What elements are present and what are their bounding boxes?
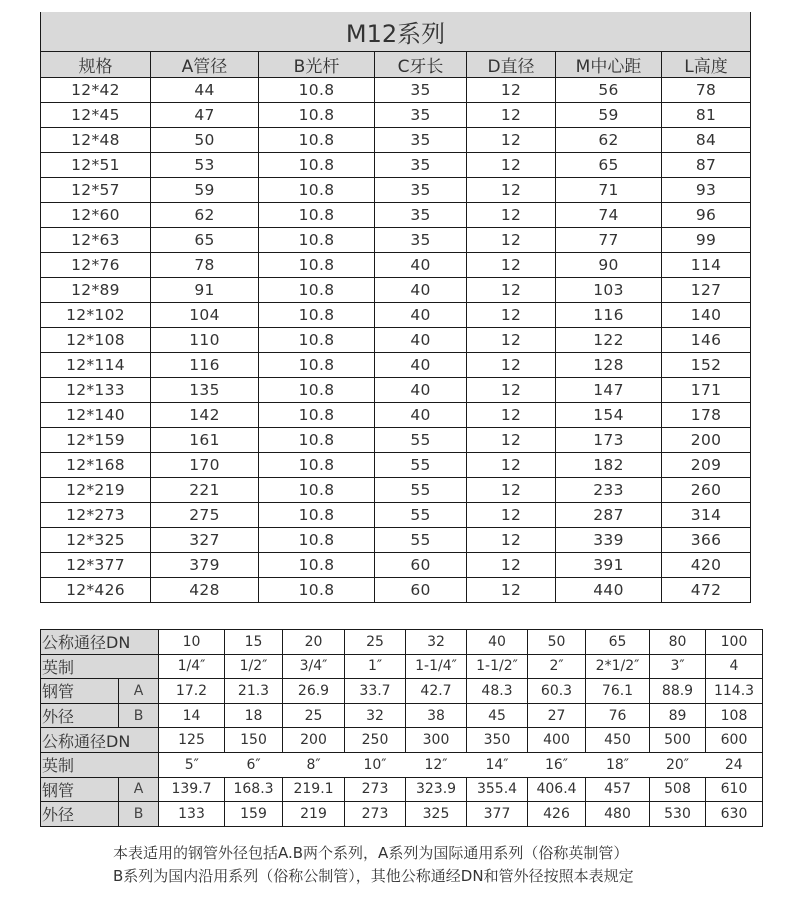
- table-cell: 42.7: [406, 679, 467, 704]
- table-cell: 178: [662, 403, 751, 428]
- table-cell: 12*133: [41, 378, 151, 403]
- table-cell: 40: [375, 303, 467, 328]
- table-cell: 12*219: [41, 478, 151, 503]
- table-cell: 12: [467, 153, 556, 178]
- table-cell: 103: [556, 278, 662, 303]
- table-cell: 406.4: [528, 777, 586, 802]
- table-cell: 18″: [586, 752, 650, 777]
- note-line-2: B系列为国内沿用系列（俗称公制管），其他公称通经DN和管外径按照本表规定: [113, 867, 634, 885]
- column-header: A管径: [151, 52, 259, 78]
- table-cell: 209: [662, 453, 751, 478]
- table-cell: 56: [556, 78, 662, 103]
- table-cell: 35: [375, 103, 467, 128]
- table-cell: 327: [151, 528, 259, 553]
- table-cell: 4: [706, 654, 763, 679]
- table-cell: 62: [151, 203, 259, 228]
- table-cell: 89: [650, 703, 706, 728]
- table-cell: 10.8: [259, 178, 375, 203]
- table-cell: 91: [151, 278, 259, 303]
- series-label: A: [119, 679, 159, 704]
- table-cell: 314: [662, 503, 751, 528]
- table-cell: 12: [467, 503, 556, 528]
- table-cell: 35: [375, 128, 467, 153]
- table-cell: 12: [467, 328, 556, 353]
- table-cell: 142: [151, 403, 259, 428]
- table-header-row: [41, 52, 751, 78]
- column-header: 规格: [41, 52, 151, 78]
- table-cell: 135: [151, 378, 259, 403]
- table-cell: 59: [556, 103, 662, 128]
- table-cell: 108: [706, 703, 763, 728]
- table-cell: 250: [345, 728, 406, 753]
- table-cell: 40: [375, 328, 467, 353]
- table-cell: 55: [375, 453, 467, 478]
- table-cell: 10.8: [259, 328, 375, 353]
- table-cell: 168.3: [225, 777, 283, 802]
- table-cell: 65: [586, 630, 650, 655]
- table-cell: 48.3: [467, 679, 528, 704]
- table-cell: 125: [159, 728, 225, 753]
- table-cell: 20: [283, 630, 345, 655]
- table-cell: 74: [556, 203, 662, 228]
- table-cell: 325: [406, 802, 467, 827]
- column-header: B光杆: [259, 52, 375, 78]
- table-row: [41, 353, 751, 378]
- table-cell: 100: [706, 630, 763, 655]
- table-row: [41, 378, 751, 403]
- table-cell: 40: [375, 378, 467, 403]
- table-cell: 391: [556, 553, 662, 578]
- table-cell: 10.8: [259, 278, 375, 303]
- table-cell: 55: [375, 528, 467, 553]
- table-cell: 35: [375, 78, 467, 103]
- table-cell: 400: [528, 728, 586, 753]
- table-cell: 5″: [159, 752, 225, 777]
- table-cell: 10.8: [259, 303, 375, 328]
- table-cell: 12: [467, 203, 556, 228]
- series-label: B: [119, 802, 159, 827]
- table-cell: 96: [662, 203, 751, 228]
- row-label: 钢管: [41, 777, 119, 802]
- table-cell: 71: [556, 178, 662, 203]
- table-cell: 127: [662, 278, 751, 303]
- table-cell: 65: [556, 153, 662, 178]
- table-cell: 12: [467, 453, 556, 478]
- table-cell: 76: [586, 703, 650, 728]
- table-cell: 10.8: [259, 478, 375, 503]
- table-cell: 12: [467, 578, 556, 603]
- table-cell: 12*377: [41, 553, 151, 578]
- table-row: [41, 103, 751, 128]
- table-cell: 10.8: [259, 353, 375, 378]
- table-cell: 45: [467, 703, 528, 728]
- table-cell: 273: [345, 777, 406, 802]
- imperial-row: [41, 752, 763, 777]
- table-cell: 366: [662, 528, 751, 553]
- table-cell: 2″: [528, 654, 586, 679]
- table-cell: 12: [467, 478, 556, 503]
- m12-series-table: [40, 12, 751, 603]
- table-cell: 32: [406, 630, 467, 655]
- table-cell: 2*1/2″: [586, 654, 650, 679]
- column-header: C牙长: [375, 52, 467, 78]
- table-cell: 221: [151, 478, 259, 503]
- table-cell: 35: [375, 178, 467, 203]
- series-a-row: [41, 679, 763, 704]
- table-cell: 350: [467, 728, 528, 753]
- table-cell: 15: [225, 630, 283, 655]
- table-cell: 60.3: [528, 679, 586, 704]
- table-cell: 12: [467, 553, 556, 578]
- table-cell: 146: [662, 328, 751, 353]
- table-row: [41, 303, 751, 328]
- column-header: D直径: [467, 52, 556, 78]
- table-cell: 40: [375, 403, 467, 428]
- table-cell: 78: [662, 78, 751, 103]
- table-cell: 3/4″: [283, 654, 345, 679]
- table-cell: 88.9: [650, 679, 706, 704]
- table-row: [41, 153, 751, 178]
- table-cell: 35: [375, 203, 467, 228]
- table-cell: 480: [586, 802, 650, 827]
- table-row: [41, 428, 751, 453]
- table-cell: 55: [375, 428, 467, 453]
- table-cell: 93: [662, 178, 751, 203]
- table-row: [41, 478, 751, 503]
- table-cell: 114: [662, 253, 751, 278]
- table-cell: 12*325: [41, 528, 151, 553]
- table-cell: 99: [662, 228, 751, 253]
- table-cell: 110: [151, 328, 259, 353]
- table-cell: 355.4: [467, 777, 528, 802]
- series-b-row: [41, 802, 763, 827]
- table-cell: 182: [556, 453, 662, 478]
- table-cell: 40: [467, 630, 528, 655]
- table-cell: 60: [375, 578, 467, 603]
- table-cell: 260: [662, 478, 751, 503]
- table-cell: 12: [467, 303, 556, 328]
- table-cell: 55: [375, 478, 467, 503]
- row-label: 外径: [41, 802, 119, 827]
- table-cell: 32: [345, 703, 406, 728]
- series-b-row: [41, 703, 763, 728]
- table-cell: 140: [662, 303, 751, 328]
- table-cell: 530: [650, 802, 706, 827]
- table-cell: 47: [151, 103, 259, 128]
- row-label: 钢管: [41, 679, 119, 704]
- table-cell: 12: [467, 378, 556, 403]
- column-header: M中心距: [556, 52, 662, 78]
- table-cell: 12*63: [41, 228, 151, 253]
- table-cell: 104: [151, 303, 259, 328]
- table-cell: 171: [662, 378, 751, 403]
- table-cell: 6″: [225, 752, 283, 777]
- table-cell: 159: [225, 802, 283, 827]
- table-cell: 273: [345, 802, 406, 827]
- table-body: [41, 78, 751, 603]
- note-line-1: 本表适用的钢管外径包括A.B两个系列，A系列为国际通用系列（俗称英制管）: [113, 844, 629, 862]
- table-cell: 10.8: [259, 78, 375, 103]
- table-cell: 610: [706, 777, 763, 802]
- dn-reference-table: [40, 629, 763, 827]
- table-cell: 24: [706, 752, 763, 777]
- table-cell: 16″: [528, 752, 586, 777]
- table-cell: 17.2: [159, 679, 225, 704]
- table-cell: 377: [467, 802, 528, 827]
- table-cell: 78: [151, 253, 259, 278]
- table-cell: 12: [467, 278, 556, 303]
- table-row: [41, 453, 751, 478]
- table-cell: 10.8: [259, 203, 375, 228]
- table-row: [41, 128, 751, 153]
- table-cell: 76.1: [586, 679, 650, 704]
- table-cell: 161: [151, 428, 259, 453]
- table-cell: 116: [151, 353, 259, 378]
- table-cell: 14″: [467, 752, 528, 777]
- table-cell: 12*159: [41, 428, 151, 453]
- table-cell: 53: [151, 153, 259, 178]
- table-cell: 440: [556, 578, 662, 603]
- table-row: [41, 403, 751, 428]
- table-cell: 114.3: [706, 679, 763, 704]
- table-cell: 10.8: [259, 528, 375, 553]
- column-header: L高度: [662, 52, 751, 78]
- table-cell: 14: [159, 703, 225, 728]
- table-cell: 10.8: [259, 253, 375, 278]
- table-cell: 10.8: [259, 503, 375, 528]
- table-cell: 12: [467, 128, 556, 153]
- table-cell: 12*108: [41, 328, 151, 353]
- table-cell: 426: [528, 802, 586, 827]
- table-cell: 35: [375, 153, 467, 178]
- table-cell: 59: [151, 178, 259, 203]
- table-cell: 147: [556, 378, 662, 403]
- table-row: [41, 253, 751, 278]
- table-title: M12系列: [41, 12, 751, 52]
- row-label: 公称通径DN: [41, 728, 159, 753]
- table-cell: 10.8: [259, 578, 375, 603]
- table-row: [41, 178, 751, 203]
- row-label: 公称通径DN: [41, 630, 159, 655]
- table-cell: 38: [406, 703, 467, 728]
- table-cell: 10: [159, 630, 225, 655]
- dn-row: [41, 630, 763, 655]
- dn-row: [41, 728, 763, 753]
- table-cell: 8″: [283, 752, 345, 777]
- table-cell: 10.8: [259, 228, 375, 253]
- table-cell: 1/4″: [159, 654, 225, 679]
- row-label: 英制: [41, 752, 159, 777]
- table-cell: 3″: [650, 654, 706, 679]
- table-cell: 12: [467, 353, 556, 378]
- table-cell: 12: [467, 78, 556, 103]
- table-row: [41, 278, 751, 303]
- table-cell: 12: [467, 228, 556, 253]
- table-cell: 1/2″: [225, 654, 283, 679]
- table-cell: 10.8: [259, 403, 375, 428]
- table-cell: 10.8: [259, 453, 375, 478]
- table-row: [41, 203, 751, 228]
- table-cell: 12*102: [41, 303, 151, 328]
- series-label: A: [119, 777, 159, 802]
- table-cell: 12*114: [41, 353, 151, 378]
- table-cell: 154: [556, 403, 662, 428]
- table-cell: 472: [662, 578, 751, 603]
- table-cell: 12: [467, 178, 556, 203]
- table-cell: 33.7: [345, 679, 406, 704]
- table-cell: 1-1/2″: [467, 654, 528, 679]
- table-cell: 12*51: [41, 153, 151, 178]
- table-cell: 20″: [650, 752, 706, 777]
- table-cell: 173: [556, 428, 662, 453]
- table-cell: 12*273: [41, 503, 151, 528]
- table-cell: 275: [151, 503, 259, 528]
- table-cell: 40: [375, 353, 467, 378]
- table-cell: 500: [650, 728, 706, 753]
- table-cell: 450: [586, 728, 650, 753]
- table-cell: 90: [556, 253, 662, 278]
- table-cell: 10.8: [259, 378, 375, 403]
- table-cell: 420: [662, 553, 751, 578]
- table-cell: 219.1: [283, 777, 345, 802]
- table-cell: 428: [151, 578, 259, 603]
- table-cell: 600: [706, 728, 763, 753]
- table-row: [41, 553, 751, 578]
- table-row: [41, 228, 751, 253]
- table-cell: 81: [662, 103, 751, 128]
- table-cell: 630: [706, 802, 763, 827]
- table-cell: 233: [556, 478, 662, 503]
- table-cell: 27: [528, 703, 586, 728]
- table-cell: 12: [467, 253, 556, 278]
- table-cell: 122: [556, 328, 662, 353]
- table-cell: 12: [467, 403, 556, 428]
- table-cell: 60: [375, 553, 467, 578]
- table-cell: 50: [151, 128, 259, 153]
- table-cell: 12*426: [41, 578, 151, 603]
- table-cell: 170: [151, 453, 259, 478]
- table-cell: 65: [151, 228, 259, 253]
- table-cell: 10″: [345, 752, 406, 777]
- table-cell: 133: [159, 802, 225, 827]
- table-cell: 116: [556, 303, 662, 328]
- table-cell: 12″: [406, 752, 467, 777]
- table-cell: 200: [662, 428, 751, 453]
- table-cell: 26.9: [283, 679, 345, 704]
- table-cell: 219: [283, 802, 345, 827]
- table-cell: 152: [662, 353, 751, 378]
- table-cell: 287: [556, 503, 662, 528]
- table-cell: 40: [375, 278, 467, 303]
- table-cell: 18: [225, 703, 283, 728]
- table-cell: 62: [556, 128, 662, 153]
- table-cell: 339: [556, 528, 662, 553]
- table-cell: 128: [556, 353, 662, 378]
- table-cell: 25: [345, 630, 406, 655]
- table-row: [41, 78, 751, 103]
- table-cell: 40: [375, 253, 467, 278]
- table-cell: 77: [556, 228, 662, 253]
- table-cell: 12*60: [41, 203, 151, 228]
- table-cell: 12*89: [41, 278, 151, 303]
- table-cell: 12*140: [41, 403, 151, 428]
- table-cell: 12*48: [41, 128, 151, 153]
- table-cell: 12*57: [41, 178, 151, 203]
- table-cell: 12: [467, 528, 556, 553]
- table-cell: 12: [467, 428, 556, 453]
- row-label: 外径: [41, 703, 119, 728]
- table-cell: 300: [406, 728, 467, 753]
- table-cell: 12: [467, 103, 556, 128]
- table-cell: 84: [662, 128, 751, 153]
- table-cell: 21.3: [225, 679, 283, 704]
- table-cell: 12*76: [41, 253, 151, 278]
- imperial-row: [41, 654, 763, 679]
- table-cell: 10.8: [259, 128, 375, 153]
- table-cell: 12*42: [41, 78, 151, 103]
- table-cell: 323.9: [406, 777, 467, 802]
- table-cell: 10.8: [259, 103, 375, 128]
- table-cell: 12*168: [41, 453, 151, 478]
- table-cell: 1″: [345, 654, 406, 679]
- series-a-row: [41, 777, 763, 802]
- table-cell: 508: [650, 777, 706, 802]
- table-cell: 25: [283, 703, 345, 728]
- table-cell: 80: [650, 630, 706, 655]
- table-cell: 200: [283, 728, 345, 753]
- table-cell: 44: [151, 78, 259, 103]
- table-cell: 379: [151, 553, 259, 578]
- table-cell: 457: [586, 777, 650, 802]
- table-cell: 10.8: [259, 153, 375, 178]
- table-cell: 87: [662, 153, 751, 178]
- table-row: [41, 578, 751, 603]
- table-cell: 50: [528, 630, 586, 655]
- table-cell: 1-1/4″: [406, 654, 467, 679]
- table-row: [41, 528, 751, 553]
- table-row: [41, 328, 751, 353]
- table-cell: 150: [225, 728, 283, 753]
- series-label: B: [119, 703, 159, 728]
- table-cell: 35: [375, 228, 467, 253]
- table-cell: 55: [375, 503, 467, 528]
- table-row: [41, 503, 751, 528]
- table-cell: 10.8: [259, 553, 375, 578]
- table-cell: 10.8: [259, 428, 375, 453]
- table-cell: 139.7: [159, 777, 225, 802]
- table-cell: 12*45: [41, 103, 151, 128]
- notes: [113, 842, 753, 888]
- row-label: 英制: [41, 654, 159, 679]
